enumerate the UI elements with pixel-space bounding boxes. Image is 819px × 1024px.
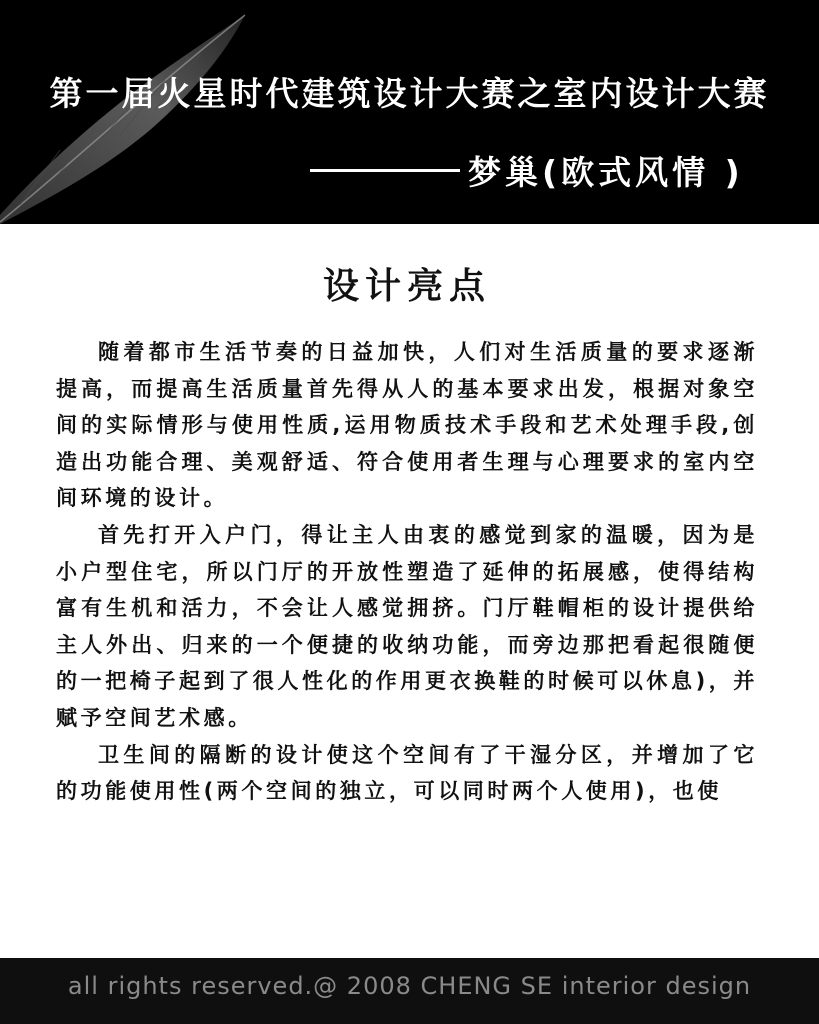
paragraph-1: 随着都市生活节奏的日益加快，人们对生活质量的要求逐渐提高，而提高生活质量首先得从人的基本要求出发，根据对象空间的实际情形与使用性质,运用物质技术手段和艺术处理手段,创造出功能合理、美观舒适、符合使用者生理与心理要求的室内空间环境的设计。 [56,340,758,511]
page-title: 第一届火星时代建筑设计大赛之室内设计大赛 [49,74,770,113]
subtitle-dash [310,169,460,172]
paragraph-3: 卫生间的隔断的设计使这个空间有了干湿分区，并增加了它的功能使用性(两个空间的独立，可以同时两个人使用)，也使 [56,742,758,804]
section-title: 设计亮点 [322,266,491,307]
subtitle: 梦巢(欧式风情 ) [468,152,744,192]
footer-bar [0,958,819,1024]
copyright-text: all rights reserved.@ 2008 CHENG SE interior design [67,972,752,1000]
header-banner [0,0,819,224]
subtitle-row [310,148,744,192]
main-content [56,262,758,810]
paragraph-2: 首先打开入户门，得让主人由衷的感觉到家的温暖，因为是小户型住宅，所以门厅的开放性塑造了延伸的拓展感，使得结构富有生机和活力，不会让人感觉拥挤。门厅鞋帽柜的设计提供给主人外出、归来的一个便捷的收纳功能，而旁边那把看起很随便的一把椅子起到了很人性化的作用更衣换鞋的时候可以休息)，并赋予空间艺术感。 [56,522,758,730]
